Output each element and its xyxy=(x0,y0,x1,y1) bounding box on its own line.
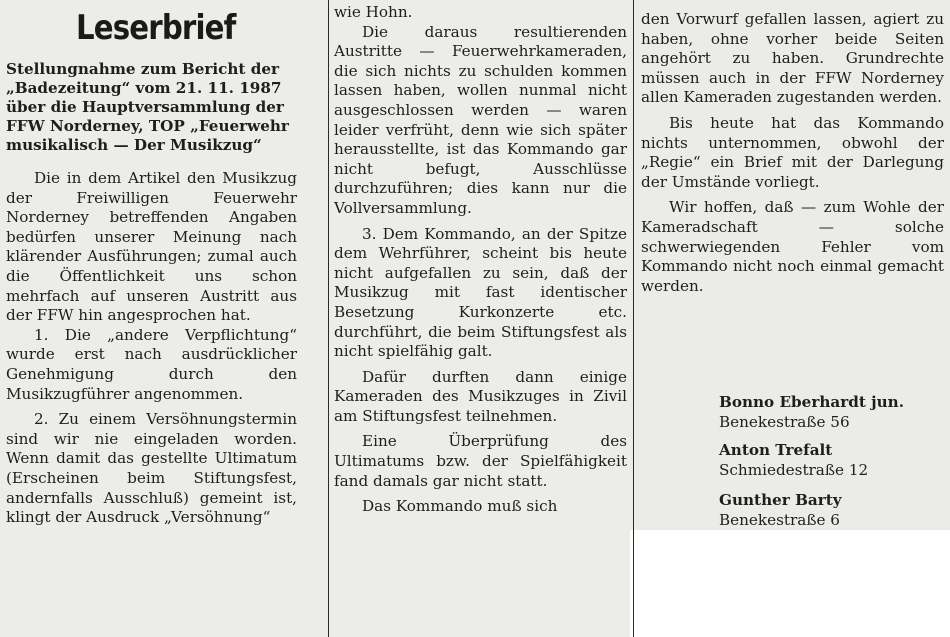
paragraph: Dafür durften dann einige Kameraden des Musikzuges in Zivil am Stiftungsfest teilnehmen. xyxy=(334,367,627,425)
signature-name: Gunther Barty xyxy=(719,491,842,509)
signature-name: Anton Trefalt xyxy=(719,441,833,459)
signature-block xyxy=(719,440,949,480)
signature-block xyxy=(719,490,949,530)
article-heading: Leserbrief xyxy=(76,8,236,48)
article-column-2 xyxy=(334,3,627,517)
paragraph: Bis heute hat das Kommando nichts unternommen, obwohl der „Regie“ ein Brief mit der Darlegung der Umstände vorliegt. xyxy=(641,113,944,191)
paragraph: Die daraus resultierenden Austritte — Feuerwehrkameraden, die sich nichts zu schulden kommen lassen haben, wollen nunmal nicht ausgeschlossen werden — waren leider verfrüht, denn wie sich später herausstellte, ist das Kommando gar nicht befugt, Ausschlüsse durchzuführen; dies kann nur die Vollversammlung. xyxy=(334,22,627,217)
article-column-3 xyxy=(641,10,944,296)
blank-area xyxy=(630,530,950,637)
paragraph: 2. Zu einem Versöhnungstermin sind wir nie eingeladen worden. Wenn damit das gestellte Ultimatum (Erscheinen beim Stiftungsfest, andernfalls Ausschluß) gemeint ist, klingt der Ausdruck „Versöhnung“ xyxy=(6,410,297,527)
signature-address: Benekestraße 6 xyxy=(719,511,840,529)
signature-address: Benekestraße 56 xyxy=(719,413,850,431)
paragraph: 1. Die „andere Verpflichtung“ wurde erst nach ausdrücklicher Genehmigung durch den Musikzugführer angenommen. xyxy=(6,325,297,403)
article-column-1 xyxy=(6,0,297,528)
paragraph: 3. Dem Kommando, an der Spitze dem Wehrführer, scheint bis heute nicht aufgefallen zu sein, daß der Musikzug mit fast identischer Besetzung Kurkonzerte etc. durchführt, die beim Stiftungsfest als nicht spielfähig galt. xyxy=(334,224,627,361)
column-divider xyxy=(328,0,329,637)
paragraph: Eine Überprüfung des Ultimatums bzw. der Spielfähigkeit fand damals gar nicht statt. xyxy=(334,432,627,490)
paragraph: Wir hoffen, daß — zum Wohle der Kameradschaft — solche schwerwiegenden Fehler vom Kommando nicht noch einmal gemacht werden. xyxy=(641,198,944,295)
signature-address: Schmiedestraße 12 xyxy=(719,461,869,479)
signature-name: Bonno Eberhardt jun. xyxy=(719,393,905,411)
paragraph: Das Kommando muß sich xyxy=(362,497,558,516)
paragraph: Die in dem Artikel den Musikzug der Freiwilligen Feuerwehr Norderney betreffenden Angaben bedürfen unserer Meinung nach klärender Ausführungen; zumal auch die Öffentlichkeit uns schon mehrfach auf unseren Austritt aus der FFW hin angesprochen hat. xyxy=(6,169,297,325)
column-divider xyxy=(633,0,634,637)
paragraph: den Vorwurf gefallen lassen, agiert zu haben, ohne vorher beide Seiten angehört zu haben. Grundrechte müssen auch in der FFW Norderney allen Kameraden zugestanden werden. xyxy=(641,10,944,107)
signature-block xyxy=(719,392,949,432)
article-subheading: Stellungnahme zum Bericht der „Badezeitung“ vom 21. 11. 1987 über die Hauptversammlung der FFW Norderney, TOP „Feuerwehr musikalisch — Der Musikzug“ xyxy=(6,60,289,154)
paragraph: wie Hohn. xyxy=(334,3,413,21)
